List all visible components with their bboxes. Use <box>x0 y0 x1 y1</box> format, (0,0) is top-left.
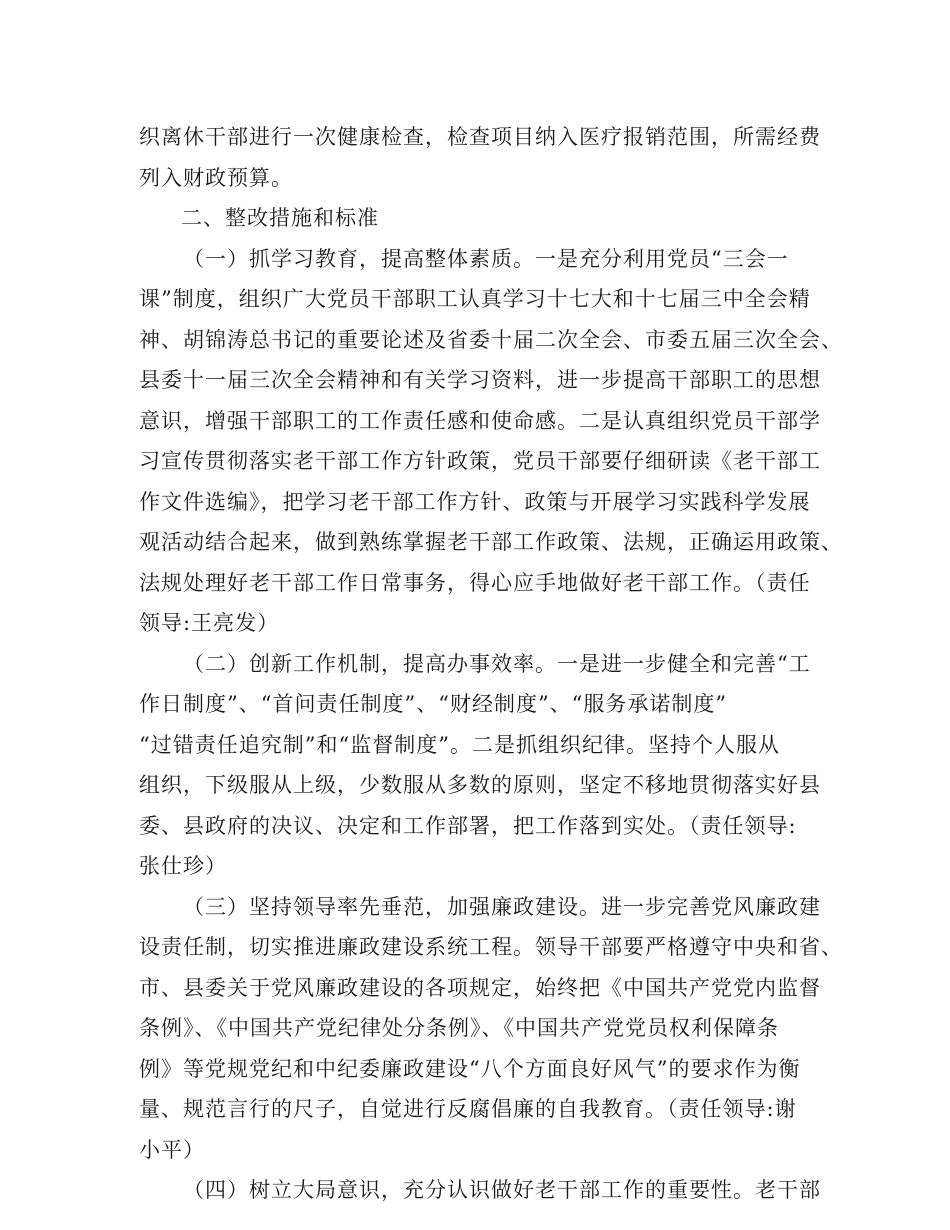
text-line: 组织，下级服从上级，少数服从多数的原则，坚定不移地贯彻落实好县 <box>139 773 821 797</box>
text-line: 委、县政府的决议、决定和工作部署，把工作落到实处。（责任领导: <box>139 813 797 838</box>
text-line: 县委十一届三次全会精神和有关学习资料，进一步提高干部职工的思想 <box>139 368 821 392</box>
section-heading: 二、整改措施和标准 <box>181 206 379 230</box>
text-line: 意识，增强干部职工的工作责任感和使命感。二是认真组织党员干部学 <box>139 408 821 433</box>
text-line: 作文件选编》，把学习老干部工作方针、政策与开展学习实践科学发展 <box>139 489 811 514</box>
text-line: 设责任制，切实推进廉政建设系统工程。领导干部要严格遵守中央和省、 <box>139 935 843 959</box>
text-line: 织离休干部进行一次健康检查，检查项目纳入医疗报销范围，所需经费 <box>139 125 821 149</box>
text-line: 法规处理好老干部工作日常事务，得心应手地做好老干部工作。（责任 <box>139 570 811 595</box>
document-page <box>139 117 843 1211</box>
text-line: 作日制度”、“首问责任制度”、“财经制度”、“服务承诺制度” <box>139 692 728 716</box>
text-line: 例》等党规党纪和中纪委廉政建设“八个方面良好风气”的要求作为衡 <box>139 1056 801 1081</box>
paragraph-start: （三）坚持领导率先垂范，加强廉政建设。进一步完善党风廉政建 <box>183 894 821 919</box>
text-line: 习宣传贯彻落实老干部工作方针政策，党员干部要仔细研读《老干部工 <box>139 449 821 473</box>
text-line: 观活动结合起来，做到熟练掌握老干部工作政策、法规，正确运用政策、 <box>139 530 843 554</box>
paragraph-start: （一）抓学习教育，提高整体素质。一是充分利用党员“三会一 <box>183 246 789 271</box>
text-line: 领导:王亮发） <box>139 611 280 635</box>
text-line: 量、规范言行的尺子，自觉进行反腐倡廉的自我教育。（责任领导:谢 <box>139 1097 797 1121</box>
text-line: 列入财政预算。 <box>139 165 293 190</box>
text-line: 神、胡锦涛总书记的重要论述及省委十届二次全会、市委五届三次全会、 <box>139 327 843 352</box>
text-line: “过错责任追究制”和“监督制度”。二是抓组织纪律。坚持个人服从 <box>139 732 780 757</box>
text-line: 市、县委关于党风廉政建设的各项规定，始终把《中国共产党党内监督 <box>139 975 821 1000</box>
text-line: 条例》、《中国共产党纪律处分条例》、《中国共产党党员权利保障条 <box>139 1016 779 1040</box>
paragraph-start: （四）树立大局意识，充分认识做好老干部工作的重要性。老干部 <box>183 1178 821 1202</box>
paragraph-start: （二）创新工作机制，提高办事效率。一是进一步健全和完善“工 <box>183 651 811 676</box>
text-line: 张仕珍） <box>139 854 227 878</box>
text-line: 课”制度，组织广大党员干部职工认真学习十七大和十七届三中全会精 <box>139 287 811 311</box>
text-line: 小平） <box>139 1137 205 1162</box>
